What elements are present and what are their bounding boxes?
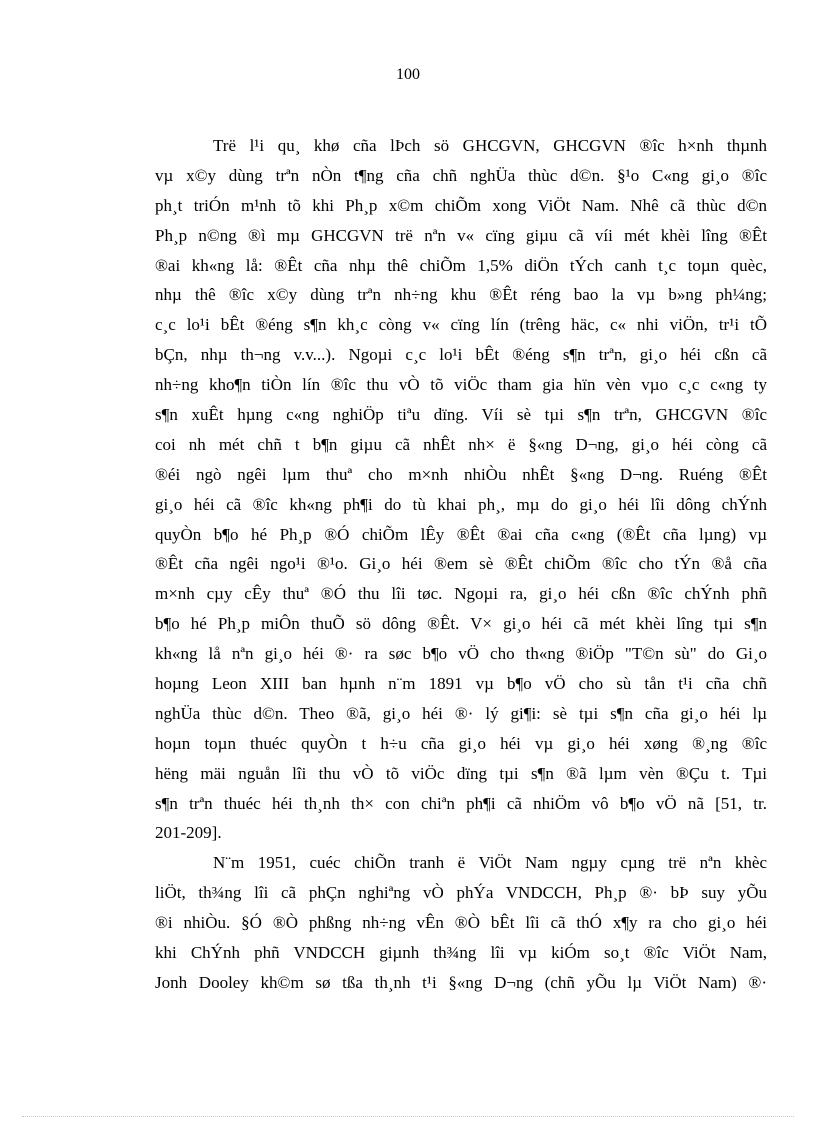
text-line: hoµng Leon XIII ban hµnh n¨m 1891 vµ b¶o vÖ cho sù tån t¹i cña chñ [155,674,767,694]
paragraph-1951-war [155,848,767,997]
text-line: vµ x©y dùng trªn nÒn t¶ng cña chñ nghÜa thùc d©n. §¹o C«ng gi¸o ®îc [155,165,767,185]
text-line: nhµ thê ®îc x©y dùng trªn nh÷ng khu ®Êt réng bao la vµ b»ng ph¼ng; [155,285,767,305]
text-line: kh«ng lå nªn gi¸o héi ®· ra søc b¶o vÖ cho th«ng ®iÖp "T©n sù" do Gi¸o [155,644,767,664]
text-line: coi nh mét chñ t b¶n giµu cã nhÊt nh× ë §«ng D¬ng, gi¸o héi còng cã [155,434,767,454]
page-number: 100 [396,66,420,83]
text-line: khi ChÝnh phñ VNDCCH giµnh th¾ng lîi vµ kiÓm so¸t ®îc ViÖt Nam, [155,943,767,963]
text-line: gi¸o héi cã ®îc kh«ng ph¶i do tù khai ph¸, mµ do gi¸o héi lîi dông chÝnh [155,494,767,514]
text-line: c¸c lo¹i bÊt ®éng s¶n kh¸c còng v« cïng lín (trêng häc, c« nhi viÖn, tr¹i tÕ [155,315,767,335]
text-line: s¶n xuÊt hµng c«ng nghiÖp tiªu dïng. Víi sè tµi s¶n trªn, GHCGVN ®îc [155,405,767,425]
text-line: Ph¸p n©ng ®ì mµ GHCGVN trë nªn v« cïng giµu cã víi mét khèi lîng ®Êt [155,225,767,245]
text-line: ph¸t triÓn m¹nh tõ khi Ph¸p x©m chiÕm xong ViÖt Nam. Nhê cã thùc d©n [155,195,767,215]
text-line: nghÜa thùc d©n. Theo ®ã, gi¸o héi ®· lý gi¶i: sè tµi s¶n cña gi¸o héi lµ [155,703,767,723]
footer-divider [22,1116,794,1117]
text-line: ®i nhiÒu. §Ó ®Ò phßng nh÷ng vÊn ®Ò bÊt lîi cã thÓ x¶y ra cho gi¸o héi [155,913,767,933]
text-line: hëng mäi nguån lîi thu vÒ tõ viÖc dïng tµi s¶n ®ã lµm vèn ®Çu t. Tµi [155,763,767,783]
text-line: hoµn toµn thuéc quyÒn t h÷u cña gi¸o héi vµ gi¸o héi xøng ®¸ng ®îc [155,733,767,753]
text-line: Trë l¹i qu¸ khø cña lÞch sö GHCGVN, GHCGVN ®îc h×nh thµnh [213,136,767,155]
text-line: ®ai kh«ng lå: ®Êt cña nhµ thê chiÕm 1,5% diÖn tÝch canh t¸c toµn quèc, [155,255,767,275]
text-line: Jonh Dooley kh©m sø tßa th¸nh t¹i §«ng D¬ng (chñ yÕu lµ ViÖt Nam) ®· [155,972,767,992]
text-line: ®éi ngò ngêi lµm thuª cho m×nh nhiÒu nhÊt §«ng D¬ng. Ruéng ®Êt [155,464,767,484]
text-line: bÇn, nhµ th¬ng v.v...). Ngoµi c¸c lo¹i bÊt ®éng s¶n trªn, gi¸o héi cßn cã [155,345,767,365]
text-line: s¶n trªn thuéc héi th¸nh th× con chiªn ph¶i cã nhiÖm vô b¶o vÖ nã [51, tr. [155,793,767,813]
text-line: nh÷ng kho¶n tiÒn lín ®îc thu vÒ tõ viÖc tham gia hïn vèn vµo c¸c c«ng ty [155,375,767,395]
text-line: quyÒn b¶o hé Ph¸p ®Ó chiÕm lÊy ®Êt ®ai cña c«ng (®Êt cña lµng) vµ [155,524,767,544]
text-line: 201-209]. [155,823,222,843]
text-line: liÖt, th¾ng lîi cã phÇn nghiªng vÒ phÝa VNDCCH, Ph¸p ®· bÞ suy yÕu [155,883,767,903]
text-line: N¨m 1951, cuéc chiÕn tranh ë ViÖt Nam ngµy cµng trë nªn khèc [213,853,767,873]
text-line: ®Êt cña ngêi ngo¹i ®¹o. Gi¸o héi ®em sè ®Êt chiÕm ®îc cho tÝn ®å cña [155,554,767,574]
text-line: b¶o hé Ph¸p miÔn thuÕ sö dông ®Êt. V× gi¸o héi cã mét khèi lîng tµi s¶n [155,614,767,634]
paragraph-church-assets [155,131,767,848]
text-line: m×nh cµy cÊy thuª ®Ó thu lîi tøc. Ngoµi ra, gi¸o héi cßn ®îc chÝnh phñ [155,584,767,604]
body-text [155,131,767,998]
